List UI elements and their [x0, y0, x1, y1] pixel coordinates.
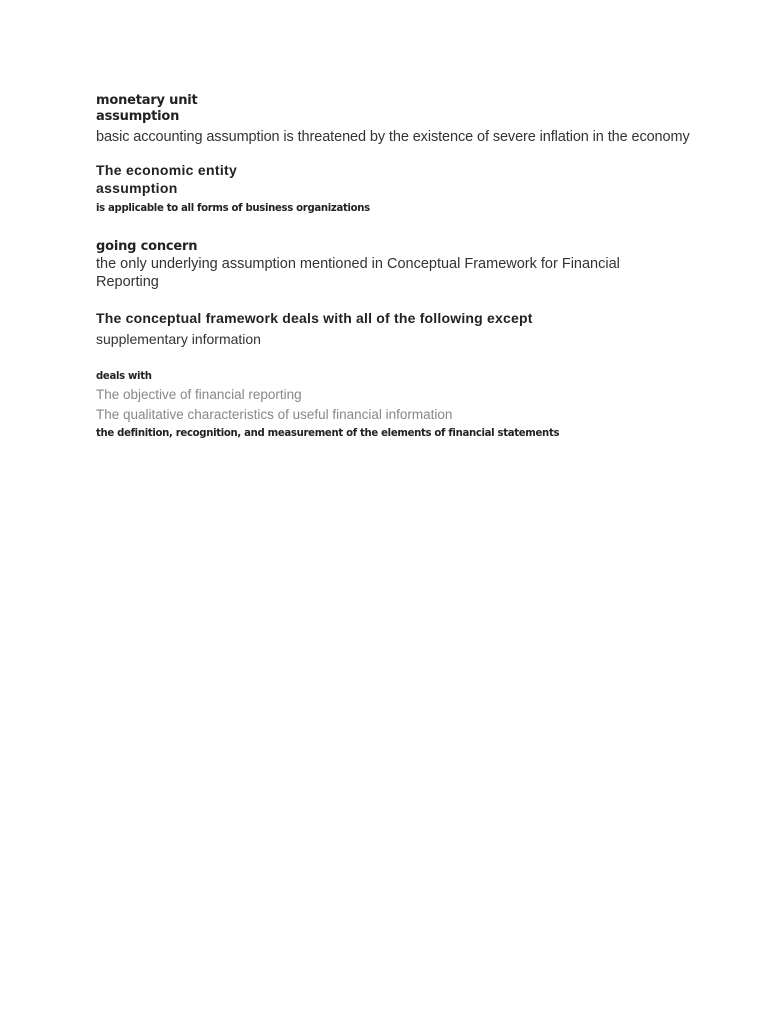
- term-line: deals with: [96, 369, 152, 382]
- definition: supplementary information: [96, 331, 261, 347]
- list-item: The qualitative characteristics of useful financial information: [96, 406, 453, 422]
- list-item: the definition, recognition, and measurement of the elements of financial statements: [96, 426, 560, 439]
- term-line: assumption: [96, 180, 178, 196]
- definition: is applicable to all forms of business organizations: [96, 201, 370, 214]
- definition-line: the only underlying assumption mentioned in Conceptual Framework for Financial: [96, 256, 620, 272]
- definition-line: Reporting: [96, 274, 159, 290]
- term-line: The economic entity: [96, 162, 238, 178]
- card-monetary-unit: [96, 92, 736, 146]
- card-deals-with: [96, 368, 736, 441]
- term-line: monetary unit: [96, 93, 198, 108]
- term-line: going concern: [96, 239, 198, 254]
- card-economic-entity: [96, 161, 736, 216]
- flashcard-page: [96, 92, 736, 441]
- term-line: assumption: [96, 109, 180, 124]
- list-item: The objective of financial reporting: [96, 387, 302, 402]
- card-conceptual-framework: [96, 309, 736, 348]
- definition: basic accounting assumption is threatened by the existence of severe inflation in the economy: [96, 129, 690, 145]
- term-line: The conceptual framework deals with all of the following except: [96, 310, 533, 326]
- card-going-concern: [96, 238, 736, 291]
